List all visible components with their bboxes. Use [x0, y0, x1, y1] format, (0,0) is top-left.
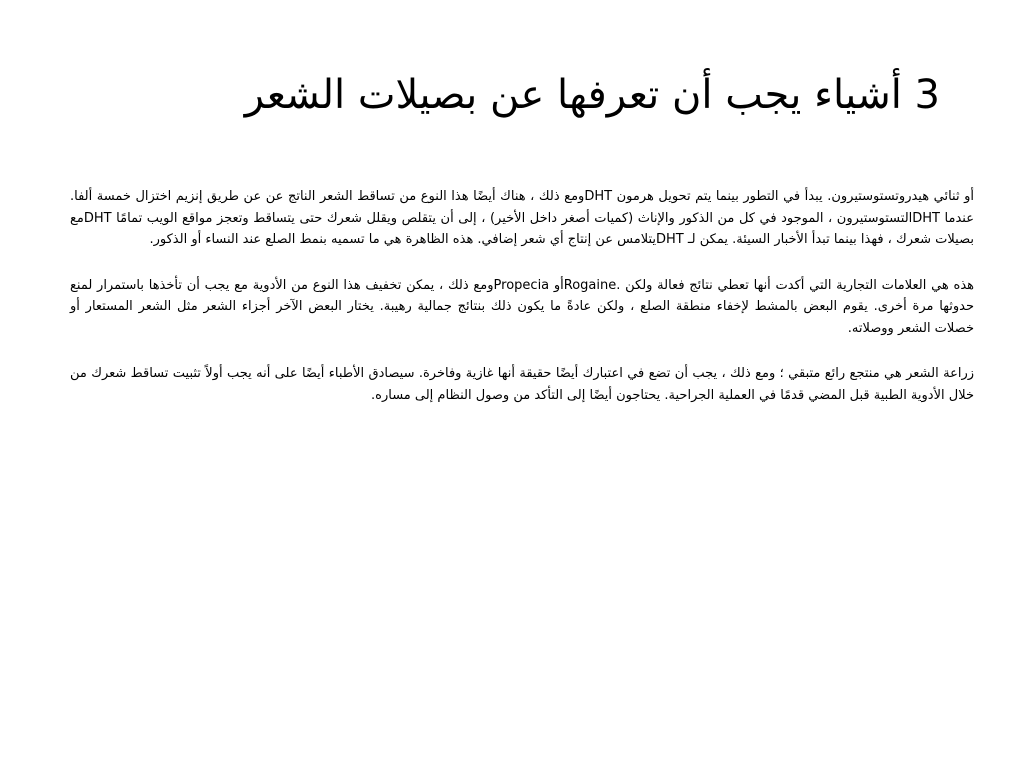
body-paragraph-1: أو ثنائي هيدروتستوستيرون. يبدأ في التطور بينما يتم تحويل هرمون DHTومع ذلك ، هناك أيضًا هذا النوع من تساقط الشعر الناتج عن عن طريق إنزيم اختزال خمسة ألفا. عندما DHTالتستوستيرون ، الموجود في كل من الذكور والإناث (كميات أصغر داخل الأخير) ، إلى أن يتقلص ويقلل شعرك حتى يتساقط وتعجز مواقع الويب تمامًا DHTمع بصيلات شعرك ، فهذا بينما تبدأ الأخبار السيئة. يمكن لـ DHTيتلامس عن إنتاج أي شعر إضافي. هذه الظاهرة هي ما تسميه بنمط الصلع عند النساء أو الذكور.	[70, 189, 975, 247]
body-paragraph-2: هذه هي العلامات التجارية التي أكدت أنها تعطي نتائج فعالة ولكن .Rogaineأو Propeciaومع ذلك ، يمكن تخفيف هذا النوع من الأدوية مع يجب أن تأخذها باستمرار لمنع حدوثها مرة أخرى. يقوم البعض بالمشط لإخفاء منطقة الصلع ، ولكن عادةً ما يكون ذلك بنتائج جمالية رهيبة. يختار البعض الآخر أجزاء الشعر مثل الشعر المستعار أو خصلات الشعر ووصلاته.	[70, 277, 974, 336]
slide-title: 3 أشياء يجب أن تعرفها عن بصيلات الشعر	[244, 72, 940, 118]
body-paragraph-3: زراعة الشعر هي منتجع رائع متبقي ؛ ومع ذلك ، يجب أن تضع في اعتبارك أيضًا حقيقة أنها غازية وفاخرة. سيصادق الأطباء أيضًا على أنه يجب أولاً تثبيت تساقط شعرك من خلال الأدوية الطبية قبل المضي قدمًا في العملية الجراحية. يحتاجون أيضًا إلى التأكد من وصول النظام إلى مساره.	[70, 366, 974, 403]
slide-body	[70, 186, 974, 430]
